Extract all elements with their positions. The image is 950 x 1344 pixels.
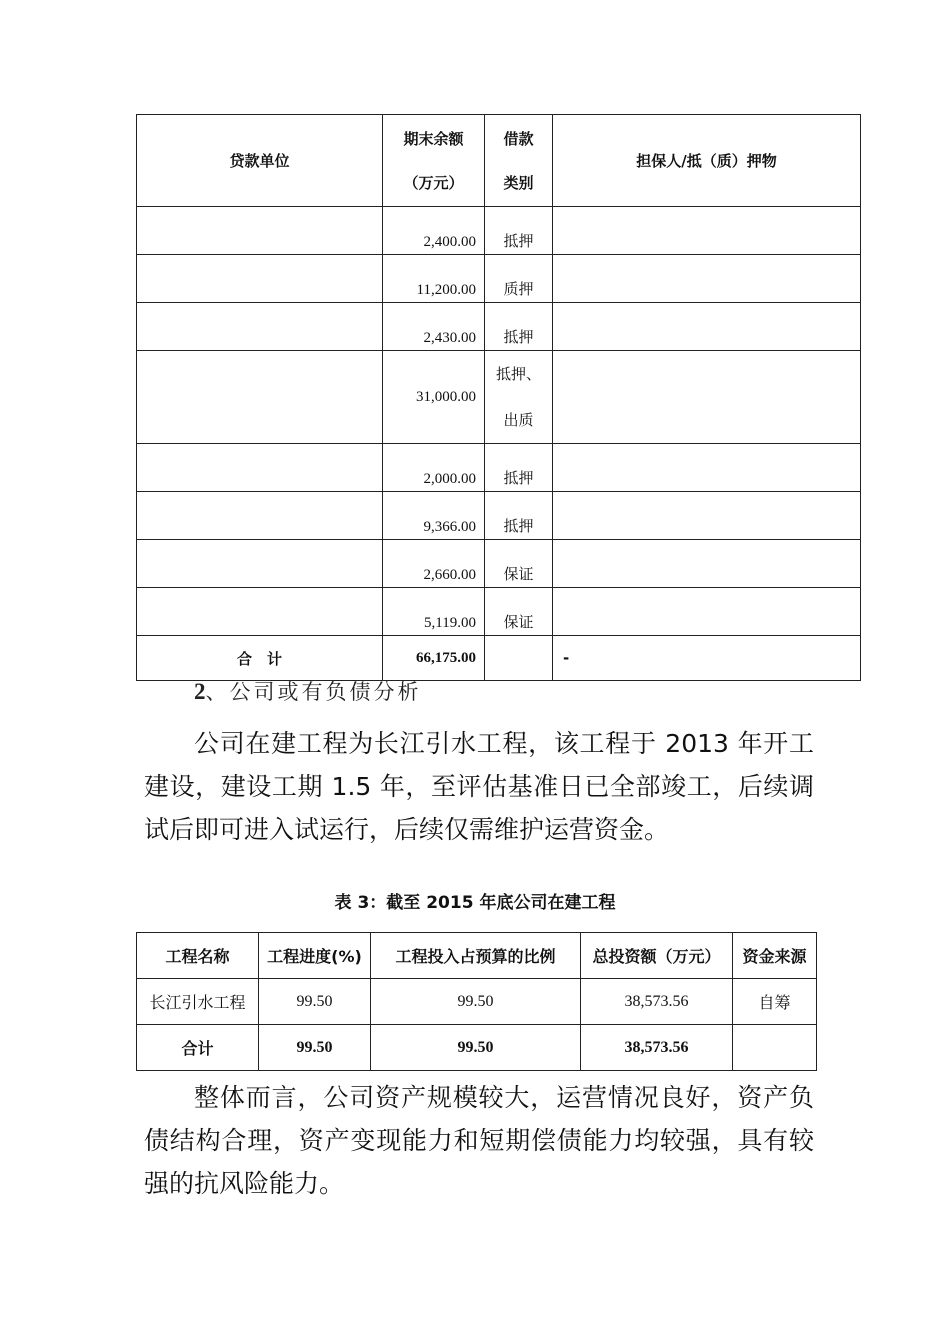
cell-amount: 2,660.00 [383,540,485,588]
table-row [137,255,861,303]
cell-amount: 2,430.00 [383,303,485,351]
header-cell: 工程名称 [137,933,259,979]
cell-type: 质押 [485,255,553,303]
paragraph-summary: 整体而言，公司资产规模较大，运营情况良好，资产负债结构合理，资产变现能力和短期偿债能力均较强，具有较强的抗风险能力。 [144,1083,814,1198]
table-row [137,444,861,492]
project-table-header [137,933,817,979]
header-balance [383,115,485,207]
total-row [137,1025,817,1071]
cell-unit [137,303,383,351]
cell-amount: 11,200.00 [383,255,485,303]
total-type [485,636,553,681]
cell-unit [137,255,383,303]
header-type-line2: 类别 [503,173,534,192]
total-funding-source [733,1025,817,1071]
table-row [137,540,861,588]
cell-project-name: 长江引水工程 [137,979,259,1025]
cell-type: 抵押 [485,207,553,255]
cell-guarantee [553,351,861,444]
total-guarantee: - [553,636,861,681]
total-budget-ratio: 99.50 [371,1025,581,1071]
cell-amount: 2,400.00 [383,207,485,255]
section-title-text: 、公司或有负债分析 [205,680,422,704]
loan-table-header [137,115,861,207]
cell-funding-source: 自筹 [733,979,817,1025]
table-row [137,303,861,351]
cell-type-line1: 抵押、 [495,365,541,383]
cell-type: 保证 [485,588,553,636]
total-label: 合 计 [137,636,383,681]
cell-unit [137,588,383,636]
header-unit: 贷款单位 [137,115,383,207]
table-caption: 表 3：截至 2015 年底公司在建工程 [334,893,616,913]
paragraph-construction: 公司在建工程为长江引水工程，该工程于 2013 年开工建设，建设工期 1.5 年，至评估基准日已全部竣工，后续调试后即可进入试运行，后续仅需维护运营资金。 [144,729,814,844]
cell-budget-ratio: 99.50 [371,979,581,1025]
cell-progress: 99.50 [259,979,371,1025]
cell-amount: 5,119.00 [383,588,485,636]
cell-type: 抵押 [485,303,553,351]
cell-guarantee [553,207,861,255]
loan-table [136,114,861,681]
cell-amount: 9,366.00 [383,492,485,540]
table-row [137,492,861,540]
cell-unit [137,207,383,255]
table-row [137,979,817,1025]
section-heading [194,676,422,706]
header-guarantee: 担保人/抵（质）押物 [553,115,861,207]
cell-type: 抵押 [485,492,553,540]
cell-type: 抵押 [485,444,553,492]
project-table [136,932,817,1071]
total-progress: 99.50 [259,1025,371,1071]
cell-guarantee [553,444,861,492]
cell-unit [137,540,383,588]
header-cell: 总投资额（万元） [581,933,733,979]
cell-total-investment: 38,573.56 [581,979,733,1025]
total-row [137,636,861,681]
header-balance-line2: （万元） [403,173,464,192]
cell-unit [137,444,383,492]
cell-amount: 2,000.00 [383,444,485,492]
total-investment: 38,573.56 [581,1025,733,1071]
cell-guarantee [553,588,861,636]
section-number: 2 [194,679,206,704]
cell-guarantee [553,303,861,351]
cell-unit [137,351,383,444]
cell-type-line2: 出质 [503,411,534,429]
table-row [137,351,861,444]
header-type-line1: 借款 [503,129,534,148]
total-amount: 66,175.00 [383,636,485,681]
cell-guarantee [553,255,861,303]
cell-type: 保证 [485,540,553,588]
header-type [485,115,553,207]
table-row [137,207,861,255]
header-balance-line1: 期末余额 [403,129,464,148]
table-row [137,588,861,636]
header-cell: 工程进度(%) [259,933,371,979]
header-cell: 工程投入占预算的比例 [371,933,581,979]
cell-guarantee [553,540,861,588]
cell-type [485,351,553,444]
total-label: 合计 [137,1025,259,1071]
cell-amount: 31,000.00 [383,351,485,444]
header-cell: 资金来源 [733,933,817,979]
cell-guarantee [553,492,861,540]
cell-unit [137,492,383,540]
